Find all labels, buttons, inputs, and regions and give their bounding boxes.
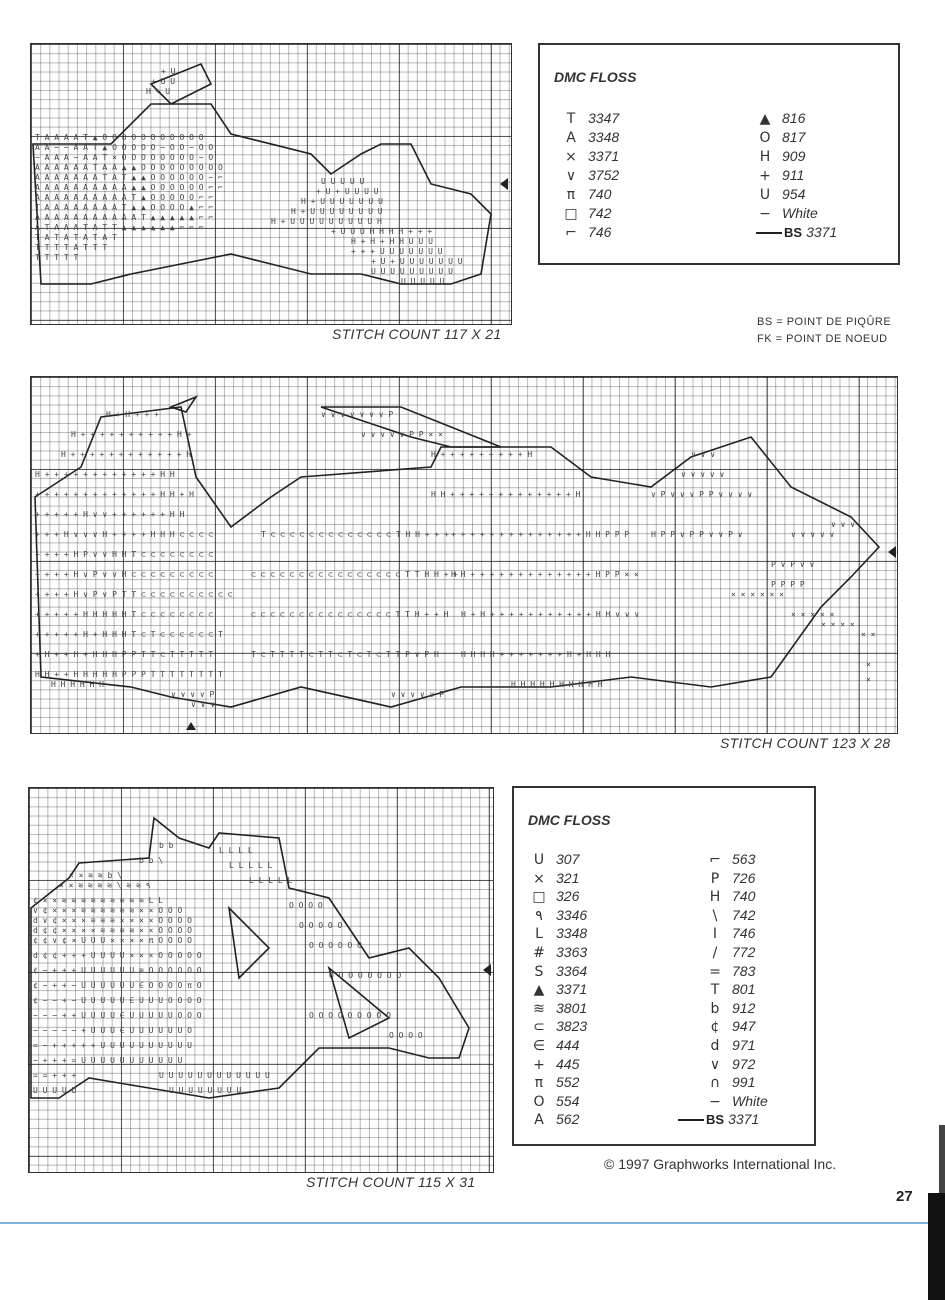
key-floss-code: 563 xyxy=(732,851,756,867)
chart-2-grid xyxy=(30,376,898,734)
key-floss-code: White xyxy=(732,1092,768,1109)
key-symbol: = xyxy=(709,963,721,980)
bs-note: BS = POINT DE PIQÛRE xyxy=(757,316,892,328)
key-floss-code: 3801 xyxy=(556,999,588,1016)
page-number: 27 xyxy=(896,1188,913,1205)
fk-note: FK = POINT DE NOEUD xyxy=(757,333,888,345)
svg-text:P P P P: P P P P xyxy=(771,580,805,589)
svg-text:− + + + = U U U U U U U U U U: − + + + = U U U U U U U U U U U xyxy=(33,1056,183,1065)
key-floss-code: 726 xyxy=(732,869,756,886)
svg-text:A A A A A A A A A A T ▲ O O O: A A A A A A A A A A T ▲ O O O O O ⌐ ⌐ xyxy=(35,193,214,202)
svg-text:U U U U U: U U U U U xyxy=(321,177,365,186)
key-floss-code: 801 xyxy=(732,981,756,998)
backstitch-line-symbol xyxy=(678,1119,704,1121)
floss-key-1-title: DMC FLOSS xyxy=(554,69,637,85)
key-row xyxy=(702,869,755,887)
key-symbol: ⌐ xyxy=(709,852,721,868)
key-symbol: − xyxy=(709,1093,721,1110)
key-symbol: O xyxy=(533,1093,545,1110)
key-floss-code: 991 xyxy=(732,1074,756,1091)
key-row xyxy=(526,906,587,924)
chart-3-stitch-count: STITCH COUNT 115 X 31 xyxy=(306,1174,476,1190)
svg-text:¢ × × ≋ ≋ ≋ ≋ ≋ ≋ ≋ ≋ ≋ L L: ¢ × × ≋ ≋ ≋ ≋ ≋ ≋ ≋ ≋ ≋ L L xyxy=(33,896,164,905)
key-floss-code: 740 xyxy=(732,888,756,905)
key-symbol: ∨ xyxy=(565,168,577,184)
key-symbol: A xyxy=(534,1112,544,1129)
svg-text:d ¢ ¢ + + + U U U U × × × O O: d ¢ ¢ + + + U U U U × × × O O O O O xyxy=(33,951,202,960)
page-edge-shadow xyxy=(939,1125,945,1195)
key-symbol: U xyxy=(759,187,771,203)
key-symbol: T xyxy=(566,111,576,127)
svg-text:∨ P ∨ ∨ ∨ P P ∨ ∨ ∨ ∨: ∨ P ∨ ∨ ∨ P P ∨ ∨ ∨ ∨ xyxy=(651,490,753,499)
svg-text:A A − − A A T ▲ O O O O O − O: A A − − A A T ▲ O O O O O − O O − O O xyxy=(35,143,214,152)
key-symbol: / xyxy=(712,945,718,961)
key-floss-code: 562 xyxy=(556,1111,580,1128)
svg-text:A A A A A A A A A A A T ▲ ▲ ▲: A A A A A A A A A A A T ▲ ▲ ▲ ▲ ▲ ⌐ ⌐ xyxy=(35,213,214,222)
key-floss-code: 971 xyxy=(732,1037,756,1053)
svg-text:− − − + + U U U U ∈ U U U U U: − − − + + U U U U ∈ U U U U U O O O xyxy=(33,1011,202,1020)
key-row xyxy=(558,166,619,184)
backstitch-line-symbol xyxy=(756,232,782,234)
svg-text:T A A A A T ▲ O O O O O O O O: T A A A A T ▲ O O O O O O O O O O O xyxy=(35,133,204,142)
svg-text:+ + + + + + + + + + + + + H H: + + + + + + + + + + + + + H H + H xyxy=(35,490,194,499)
key-symbol: # xyxy=(533,945,545,961)
key-floss-code: 954 xyxy=(782,186,806,202)
floss-key-2-title: DMC FLOSS xyxy=(528,812,611,828)
svg-text:L L L L: L L L L xyxy=(219,846,253,855)
svg-text:A A A A A A A T A T ▲ ▲ O O O: A A A A A A A T A T ▲ ▲ O O O O O O − ⌐ xyxy=(35,173,223,182)
page-edge-rule xyxy=(0,1222,945,1224)
svg-text:∨ ∨ ∨: ∨ ∨ ∨ xyxy=(191,700,216,709)
svg-text:O O O O O: O O O O O xyxy=(299,921,343,930)
key-row xyxy=(526,999,587,1017)
key-row xyxy=(752,185,805,203)
key-symbol: O xyxy=(759,130,771,146)
svg-text:T A T A T A T A T: T A T A T A T A T xyxy=(35,233,117,242)
key-floss-code: 3364 xyxy=(556,962,588,979)
key-symbol: ⌐ xyxy=(565,225,577,241)
svg-text:× × ≋ ≋ ≋ ≋ \ ≋ ≋ ٩: × × ≋ ≋ ≋ ≋ \ ≋ ≋ ٩ xyxy=(59,881,151,890)
svg-text:H H H H H H: H H H H H H xyxy=(51,680,104,689)
key-row xyxy=(702,962,755,980)
chart-2-pattern xyxy=(31,377,897,733)
svg-text:T T T T A T T T: T T T T A T T T xyxy=(35,243,108,252)
key-floss-code: 742 xyxy=(732,906,756,923)
chart-1-stitch-count: STITCH COUNT 117 X 21 xyxy=(332,326,502,342)
key-symbol: ¢ xyxy=(710,1019,720,1036)
key-row xyxy=(526,850,579,868)
key-symbol: π xyxy=(534,1075,544,1092)
key-row xyxy=(526,869,579,887)
key-floss-code: 3363 xyxy=(556,944,588,960)
svg-text:H + U: H + U xyxy=(146,87,171,96)
svg-text:+ U + U U U U: + U + U U U U xyxy=(316,187,379,196)
svg-text:d ¢ ¢ × × × × ≋ ≋ ≋ ≋ × × O O: d ¢ ¢ × × × × ≋ ≋ ≋ ≋ × × O O O O xyxy=(33,926,192,935)
key-floss-code: 3371 xyxy=(806,224,838,240)
svg-text:= − + + + + + U U U U U U U U: = − + + + + + U U U U U U U U U U xyxy=(33,1041,192,1050)
svg-text:U U U U U U U U U: U U U U U U U U U xyxy=(371,267,453,276)
chart-3-pattern xyxy=(29,788,493,1172)
svg-text:+ U U: + U U xyxy=(151,77,176,86)
key-floss-code: 3347 xyxy=(588,110,620,126)
key-row xyxy=(752,147,805,165)
svg-text:L L L L L: L L L L L xyxy=(249,876,293,885)
chart-3-center-arrow xyxy=(483,964,491,976)
svg-text:T ⊂ T T T T ⊂ T T ⊂ T ⊂ T ⊂ T: T ⊂ T T T T ⊂ T T ⊂ T ⊂ T ⊂ T T P ∨ P H xyxy=(251,650,439,659)
key-row xyxy=(558,147,619,165)
page-edge-shadow-dark xyxy=(928,1193,945,1300)
svg-text:+ U + U U U U U U U: + U + U U U U U U U xyxy=(371,257,463,266)
key-row xyxy=(526,1036,579,1054)
svg-text:¢ ¢ ∨ ¢ × U U U × × × × π O O: ¢ ¢ ∨ ¢ × U U U × × × × π O O O O xyxy=(33,936,192,945)
svg-text:d ∨ ¢ × × × ≋ ≋ ≋ × × × × O O: d ∨ ¢ × × × ≋ ≋ ≋ × × × × O O O O xyxy=(33,916,192,925)
floss-key-1 xyxy=(538,43,900,265)
svg-text:×: × xyxy=(866,660,871,669)
key-floss-code: 307 xyxy=(556,851,580,867)
svg-text:L L L L L: L L L L L xyxy=(229,861,273,870)
svg-text:+ + + + H ∨ P ∨ P T T ⊂ ⊂ ⊂ ⊂: + + + + H ∨ P ∨ P T T ⊂ ⊂ ⊂ ⊂ ⊂ ⊂ ⊂ ⊂ ⊂ ⊂ xyxy=(35,590,233,599)
svg-text:U U U U U U U U: U U U U U U U U xyxy=(169,1086,242,1095)
svg-text:+ U: + U xyxy=(161,67,176,76)
key-floss-code: 972 xyxy=(732,1055,756,1072)
key-symbol: ∩ xyxy=(709,1075,721,1092)
svg-text:¢ − + + − U U U U U U ∈ O O O: ¢ − + + − U U U U U U ∈ O O O O π O xyxy=(33,981,202,990)
backstitch-label: BS xyxy=(706,1112,725,1127)
key-floss-code: 445 xyxy=(556,1055,580,1072)
key-floss-code: 3371 xyxy=(588,148,620,164)
svg-text:∨ ∨ ∨: ∨ ∨ ∨ xyxy=(691,450,716,459)
key-symbol: ▲ xyxy=(533,982,545,999)
svg-text:+ + + + + H H H H H T ⊂ ⊂ ⊂ ⊂: + + + + + H H H H H T ⊂ ⊂ ⊂ ⊂ ⊂ ⊂ ⊂ ⊂ xyxy=(35,610,214,619)
key-symbol: A xyxy=(566,130,576,146)
key-symbol: + xyxy=(759,168,771,184)
svg-text:T ⊂ ⊂ ⊂ ⊂ ⊂ ⊂ ⊂ ⊂ ⊂ ⊂ ⊂ ⊂ ⊂ T: T ⊂ ⊂ ⊂ ⊂ ⊂ ⊂ ⊂ ⊂ ⊂ ⊂ ⊂ ⊂ ⊂ T H H + + + xyxy=(261,530,449,539)
key-symbol: × xyxy=(533,870,545,887)
key-symbol: ∈ xyxy=(532,1038,546,1054)
key-row xyxy=(558,109,619,127)
key-symbol: P xyxy=(710,870,720,887)
svg-text:× × ≋ ≋ b \: × × ≋ ≋ b \ xyxy=(69,871,122,880)
key-row xyxy=(558,204,611,222)
key-row xyxy=(558,223,611,241)
svg-text:+ + + U U U U U U U: + + + U U U U U U U xyxy=(351,247,443,256)
key-floss-code: 911 xyxy=(782,167,805,183)
key-floss-code: 3371 xyxy=(728,1111,760,1127)
svg-text:+ + + + H P ∨ ∨ H H T ⊂ ⊂ ⊂ ⊂: + + + + H P ∨ ∨ H H T ⊂ ⊂ ⊂ ⊂ ⊂ ⊂ ⊂ ⊂ xyxy=(35,550,214,559)
key-row xyxy=(752,128,805,146)
key-symbol: □ xyxy=(564,206,578,222)
svg-text:A T A A A T A T T ▲ ▲ ▲ ▲ ▲ ▲: A T A A A T A T T ▲ ▲ ▲ ▲ ▲ ▲ ⌐ ⌐ ⌐ xyxy=(35,223,204,232)
key-symbol: ٩ xyxy=(535,907,543,924)
svg-text:× ×: × × xyxy=(861,630,876,639)
svg-text:H + + + + + + + + + + + + H: H + + + + + + + + + + + + H xyxy=(61,450,192,459)
svg-text:⊂ ⊂ ⊂ ⊂ ⊂ ⊂ ⊂ ⊂ ⊂ ⊂ ⊂ ⊂ ⊂ ⊂ ⊂: ⊂ ⊂ ⊂ ⊂ ⊂ ⊂ ⊂ ⊂ ⊂ ⊂ ⊂ ⊂ ⊂ ⊂ ⊂ ⊂ T T H H + + xyxy=(251,570,459,579)
svg-text:H + U U U U U U U U U H: H + U U U U U U U U U H xyxy=(271,217,382,226)
svg-text:O O O O: O O O O xyxy=(389,1031,423,1040)
svg-text:¢ − − + − U U U U U ∈ U U U O: ¢ − − + − U U U U U ∈ U U U O O O O xyxy=(33,996,202,1005)
key-floss-code: 746 xyxy=(732,925,756,942)
key-row xyxy=(702,1092,768,1110)
svg-text:+ + + H ∨ ∨ ∨ H + + + + H H H: + + + H ∨ ∨ ∨ H + + + + H H H ⊂ ⊂ ⊂ ⊂ xyxy=(35,530,214,539)
key-row xyxy=(702,1017,755,1035)
key-symbol: L xyxy=(535,926,543,943)
svg-text:H + U U U U U U U U: H + U U U U U U U U xyxy=(291,207,383,216)
key-floss-code: 3371 xyxy=(556,981,588,998)
key-floss-code: 3752 xyxy=(588,167,620,183)
svg-text:T T T T T: T T T T T xyxy=(35,253,79,262)
key-symbol: □ xyxy=(532,889,546,906)
key-symbol: ▲ xyxy=(759,111,771,127)
key-floss-code: White xyxy=(782,205,818,221)
key-row xyxy=(702,980,755,998)
svg-text:H H + + + + + + + + + + + + +: H H + + + + + + + + + + + + + H xyxy=(431,490,581,499)
key-row xyxy=(558,128,619,146)
svg-text:× × × ×: × × × × xyxy=(821,620,855,629)
key-row xyxy=(702,850,755,868)
svg-text:U U U U U: U U U U U xyxy=(33,1086,77,1095)
key-row xyxy=(526,943,587,961)
key-symbol: + xyxy=(533,1056,545,1073)
key-row xyxy=(526,1017,587,1035)
svg-text:O O O O: O O O O xyxy=(289,901,323,910)
key-floss-code: 552 xyxy=(556,1074,580,1091)
svg-text:H H + + + + + + + + + + + + +: H H + + + + + + + + + + + + + H P P × × xyxy=(451,570,639,579)
svg-text:H + H + H H U U U: H + H + H H U U U xyxy=(351,237,433,246)
svg-text:O O O O O O O O: O O O O O O O O xyxy=(329,971,402,980)
key-symbol: T xyxy=(710,982,720,999)
svg-text:×: × xyxy=(866,675,871,684)
key-symbol: π xyxy=(566,187,576,203)
floss-key-2 xyxy=(512,786,816,1146)
svg-text:H H + + H H H H H P P P T T T: H H + + H H H H H P P P T T T T T T T T xyxy=(35,670,223,679)
svg-text:¢ − + + + U U U U U U ≋ O O O: ¢ − + + + U U U U U U ≋ O O O O O O xyxy=(33,966,202,975)
chart-2-center-arrow-right xyxy=(888,546,896,558)
svg-text:+ + + + + + + + + + + + + + H: + + + + + + + + + + + + + + H H P P P xyxy=(451,530,630,539)
key-floss-code: 746 xyxy=(588,224,612,240)
key-symbol: d xyxy=(710,1038,720,1054)
key-floss-code: 742 xyxy=(588,205,612,221)
key-floss-code: 554 xyxy=(556,1092,580,1109)
svg-text:− − − − − + U U U ∈ U U U U U: − − − − − + U U U ∈ U U U U U U O xyxy=(33,1026,192,1035)
svg-text:+ + + + + H ∨ ∨ + + + + + + H: + + + + + H ∨ ∨ + + + + + + H H xyxy=(35,510,185,519)
backstitch-label: BS xyxy=(784,225,803,240)
svg-text:× × × × ×: × × × × × xyxy=(791,610,835,619)
key-row xyxy=(526,1055,579,1073)
key-row xyxy=(752,109,805,127)
svg-text:P ∨ P ∨ ∨: P ∨ P ∨ ∨ xyxy=(771,560,815,569)
key-symbol: − xyxy=(759,206,771,222)
key-floss-code: 321 xyxy=(556,869,580,886)
chart-2-center-arrow-bottom xyxy=(186,722,196,730)
key-row xyxy=(526,962,587,980)
key-symbol: ≋ xyxy=(533,1000,545,1017)
svg-text:∨ ∨ ∨ ∨ ∨ P P × ×: ∨ ∨ ∨ ∨ ∨ P P × × xyxy=(361,430,443,439)
svg-text:U U U U U U U U U U U U: U U U U U U U U U U U U xyxy=(159,1071,270,1080)
key-floss-code: 326 xyxy=(556,888,580,905)
key-floss-code: 816 xyxy=(782,110,806,126)
key-floss-code: 3823 xyxy=(556,1018,588,1035)
key-floss-code: 3348 xyxy=(556,925,588,942)
svg-text:H H H H + + + + + + + H + H H: H H H H + + + + + + + H + H H H xyxy=(461,650,611,659)
svg-text:+ + + + + H + H H H T ⊂ T ⊂ ⊂: + + + + + H + H H H T ⊂ T ⊂ ⊂ ⊂ ⊂ ⊂ ⊂ T xyxy=(35,630,223,639)
key-floss-code: 909 xyxy=(782,148,806,164)
key-row xyxy=(526,980,587,998)
svg-text:T A A A A A A A A T ▲ ▲ O O O: T A A A A A A A A T ▲ ▲ O O O O ▲ ⌐ ⌐ xyxy=(35,203,214,212)
svg-text:O O O O O O O O O: O O O O O O O O O xyxy=(309,1011,391,1020)
key-symbol: ∨ xyxy=(709,1056,721,1073)
key-symbol: S xyxy=(534,963,544,980)
svg-text:U U U U U: U U U U U xyxy=(401,277,445,286)
svg-text:H + + + + + + + + + + H +: H + + + + + + + + + + H + xyxy=(71,430,192,439)
svg-text:∨ ¢ × × × ≋ ≋ ≋ ≋ ≋ ≋ × × O O: ∨ ¢ × × × ≋ ≋ ≋ ≋ ≋ ≋ × × O O O xyxy=(33,906,183,915)
svg-text:H + H + + +: H + H + + + xyxy=(106,410,159,419)
chart-2-stitch-count: STITCH COUNT 123 X 28 xyxy=(720,735,891,751)
key-row xyxy=(558,185,611,203)
key-row xyxy=(702,999,755,1017)
svg-text:H + + + + + + + + + + + + H H: H + + + + + + + + + + + + H H xyxy=(35,470,175,479)
svg-text:− A A A − A A T × O O O O O O: − A A A − A A T × O O O O O O O O − O xyxy=(35,153,214,162)
key-row xyxy=(526,924,587,942)
key-floss-code: 3346 xyxy=(556,906,588,923)
chart-1-grid xyxy=(30,43,512,325)
key-floss-code: 3348 xyxy=(588,129,620,145)
svg-text:+ U U U H H H H + + +: + U U U H H H H + + + xyxy=(331,227,433,236)
svg-text:∨ ∨ ∨ ∨ ∨: ∨ ∨ ∨ ∨ ∨ xyxy=(681,470,725,479)
key-row-backstitch xyxy=(678,1110,759,1128)
svg-text:A A A A A A T A A ▲ ▲ O O O O: A A A A A A T A A ▲ ▲ O O O O O O O O O xyxy=(35,163,223,172)
key-floss-code: 444 xyxy=(556,1037,580,1053)
key-symbol: \ xyxy=(712,907,718,924)
svg-text:H P P ∨ P P ∨ ∨ P ∨: H P P ∨ P P ∨ ∨ P ∨ xyxy=(651,530,743,539)
svg-text:∨ ∨ ∨ ∨ P: ∨ ∨ ∨ ∨ P xyxy=(171,690,215,699)
key-symbol: ⊂ xyxy=(533,1019,545,1036)
svg-text:O O O O O O: O O O O O O xyxy=(309,941,362,950)
svg-text:× × × × × ×: × × × × × × xyxy=(731,590,784,599)
svg-text:= = + + +: = = + + + xyxy=(33,1071,77,1080)
key-floss-code: 740 xyxy=(588,186,612,202)
key-symbol: U xyxy=(533,852,545,868)
svg-text:∨ ∨ ∨: ∨ ∨ ∨ xyxy=(831,520,856,529)
key-floss-code: 783 xyxy=(732,962,756,979)
key-row xyxy=(702,924,755,942)
key-row-backstitch xyxy=(756,223,837,241)
key-floss-code: 947 xyxy=(732,1018,756,1035)
chart-1-center-arrow xyxy=(500,178,508,190)
svg-text:∨ ∨ ∨ ∨ ∨ P: ∨ ∨ ∨ ∨ ∨ P xyxy=(391,690,444,699)
key-row xyxy=(702,887,755,905)
key-floss-code: 772 xyxy=(732,944,756,960)
svg-text:∨ ∨ ∨ ∨ ∨ ∨ ∨ P: ∨ ∨ ∨ ∨ ∨ ∨ ∨ P xyxy=(321,410,394,419)
svg-text:H + H + + + + + + + + + + + H: H + H + + + + + + + + + + + H H ∨ ∨ ∨ xyxy=(461,610,640,619)
key-row xyxy=(702,1073,755,1091)
key-row xyxy=(702,943,755,961)
svg-text:H + + + + + + + + + H: H + + + + + + + + + H xyxy=(431,450,533,459)
key-row xyxy=(702,1055,755,1073)
svg-text:H + U U U U U U U: H + U U U U U U U xyxy=(301,197,383,206)
svg-text:b b: b b xyxy=(159,841,174,850)
copyright: © 1997 Graphworks International Inc. xyxy=(604,1156,837,1172)
key-row xyxy=(526,887,579,905)
svg-text:H H H H H H H H H H: H H H H H H H H H H xyxy=(511,680,603,689)
key-symbol: I xyxy=(712,926,718,943)
chart-3-grid xyxy=(28,787,494,1173)
key-floss-code: 817 xyxy=(782,129,806,145)
key-row xyxy=(526,1110,579,1128)
key-symbol: H xyxy=(759,149,771,165)
key-row xyxy=(702,1036,755,1054)
svg-text:A A A A A A A A A A ▲ ▲ O O O: A A A A A A A A A A ▲ ▲ O O O O O O ⌐ ⌐ xyxy=(35,183,223,192)
chart-1-pattern xyxy=(31,44,511,324)
svg-text:b b \: b b \ xyxy=(139,856,164,865)
key-row xyxy=(702,906,755,924)
svg-text:∨ ∨ ∨ ∨ ∨: ∨ ∨ ∨ ∨ ∨ xyxy=(791,530,835,539)
svg-text:⊂ ⊂ ⊂ ⊂ ⊂ ⊂ ⊂ ⊂ ⊂ ⊂ ⊂ ⊂ ⊂ ⊂ ⊂: ⊂ ⊂ ⊂ ⊂ ⊂ ⊂ ⊂ ⊂ ⊂ ⊂ ⊂ ⊂ ⊂ ⊂ ⊂ T T H + + H xyxy=(251,610,449,619)
key-row xyxy=(526,1073,579,1091)
key-row xyxy=(526,1092,579,1110)
key-symbol: × xyxy=(565,149,577,165)
key-symbol: H xyxy=(709,889,721,906)
svg-text:+ H + + H + H H H P P T T ⊂ T: + H + + H + H H H P P T T ⊂ T T T T T xyxy=(35,650,214,659)
key-row xyxy=(752,204,818,222)
key-row xyxy=(752,166,804,184)
key-floss-code: 912 xyxy=(732,999,756,1016)
key-symbol: b xyxy=(710,1000,720,1017)
svg-text:+ + + + H ∨ P ∨ ∨ H ⊂ ⊂ ⊂ ⊂ ⊂: + + + + H ∨ P ∨ ∨ H ⊂ ⊂ ⊂ ⊂ ⊂ ⊂ ⊂ ⊂ ⊂ xyxy=(35,570,214,579)
